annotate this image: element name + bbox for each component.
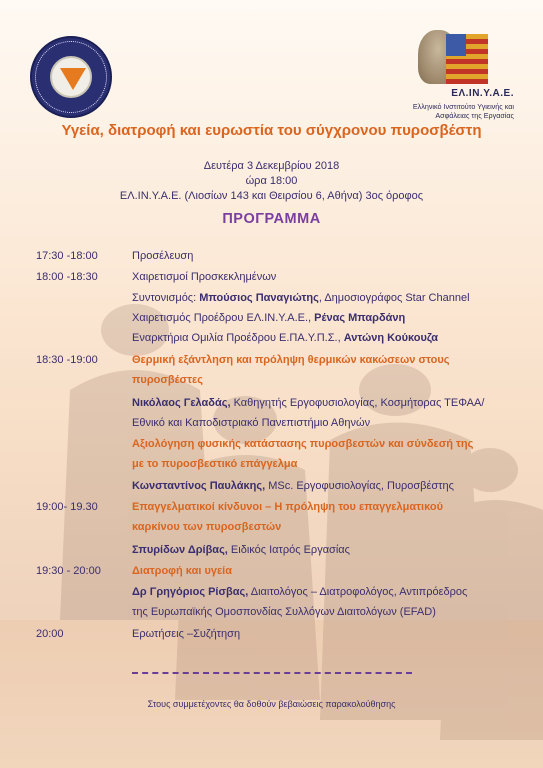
program-item: Χαιρετισμοί Προσκεκλημένων <box>132 271 277 283</box>
program-item: Επαγγελματικοί κίνδυνοι – Η πρόληψη του επαγγελματικού καρκίνου των πυροσβεστών <box>132 501 443 533</box>
program-item: Κωνσταντίνος Παυλάκης, MSc. Εργοφυσιολογίας, Πυροσβέστης <box>132 480 454 492</box>
event-title: Υγεία, διατροφή και ευρωστία του σύγχρονου πυροσβέστη <box>61 122 482 139</box>
event-time: ώρα 18:00 <box>245 175 298 187</box>
program-item: Δρ Γρηγόριος Ρίσβας, Διαιτολόγος – Διατροφολόγος, Αντιπρόεδρος της Ευρωπαϊκής Ομοσπονδίας Συλλόγων Διαιτολόγων (EFAD) <box>132 586 468 618</box>
program-time: 19:00- 19.30 <box>36 501 98 513</box>
program-item: Διατροφή και υγεία <box>132 565 233 577</box>
event-venue: ΕΛ.ΙΝ.Υ.Α.Ε. (Λιοσίων 143 και Θειρσίου 6, Αθήνα) 3ος όροφος <box>119 190 424 202</box>
program-item: Αξιολόγηση φυσικής κατάστασης πυροσβεστών και σύνδεσή της με το πυροσβεστικό επάγγελμα <box>132 438 474 470</box>
program-time: 18:00 -18:30 <box>36 271 98 283</box>
dashed-divider <box>132 672 412 674</box>
fire-service-union-logo <box>30 36 112 118</box>
triangle-icon <box>60 68 86 90</box>
program-item: Ερωτήσεις –Συζήτηση <box>132 628 241 640</box>
flag-canton <box>446 34 466 56</box>
elinyae-logo <box>412 30 514 120</box>
program-time: 17:30 -18:00 <box>36 250 98 262</box>
program-time: 20:00 <box>36 628 64 640</box>
program-time: 19:30 - 20:00 <box>36 565 101 577</box>
program-heading: ΠΡΟΓΡΑΜΜΑ <box>222 211 321 227</box>
program-item: Νικόλαος Γελαδάς, Καθηγητής Εργοφυσιολογίας, Κοσμήτορας ΤΕΦΑΑ/ Εθνικό και Καποδιστριακό Πανεπιστήμιο Αθηνών <box>132 397 485 429</box>
event-date: Δευτέρα 3 Δεκεμβρίου 2018 <box>203 160 340 172</box>
org-acronym: ΕΛ.ΙΝ.Υ.Α.Ε. <box>451 88 514 99</box>
program-item: Προσέλευση <box>132 250 194 262</box>
logo-emblem <box>50 56 92 98</box>
program-time: 18:30 -19:00 <box>36 354 98 366</box>
footer-note: Στους συμμετέχοντες θα δοθούν βεβαιώσεις παρακολούθησης <box>147 699 396 709</box>
program-item: Χαιρετισμός Προέδρου ΕΛ.ΙΝ.Υ.Α.Ε., Ρένας Μπαρδάνη <box>132 312 406 324</box>
org-subtitle: Ελληνικό Ινστιτούτο Υγιεινής και Ασφάλειας της Εργασίας <box>412 102 514 120</box>
program-item: Θερμική εξάντληση και πρόληψη θερμικών κακώσεων στους πυροσβέστες <box>132 354 450 386</box>
program-item: Εναρκτήρια Ομιλία Προέδρου Ε.ΠΑ.Υ.Π.Σ., Αντώνη Κούκουζα <box>132 332 439 344</box>
program-item: Σπυρίδων Δρίβας, Ειδικός Ιατρός Εργασίας <box>132 544 350 556</box>
program-item: Συντονισμός: Μπούσιος Παναγιώτης, Δημοσιογράφος Star Channel <box>132 292 470 304</box>
